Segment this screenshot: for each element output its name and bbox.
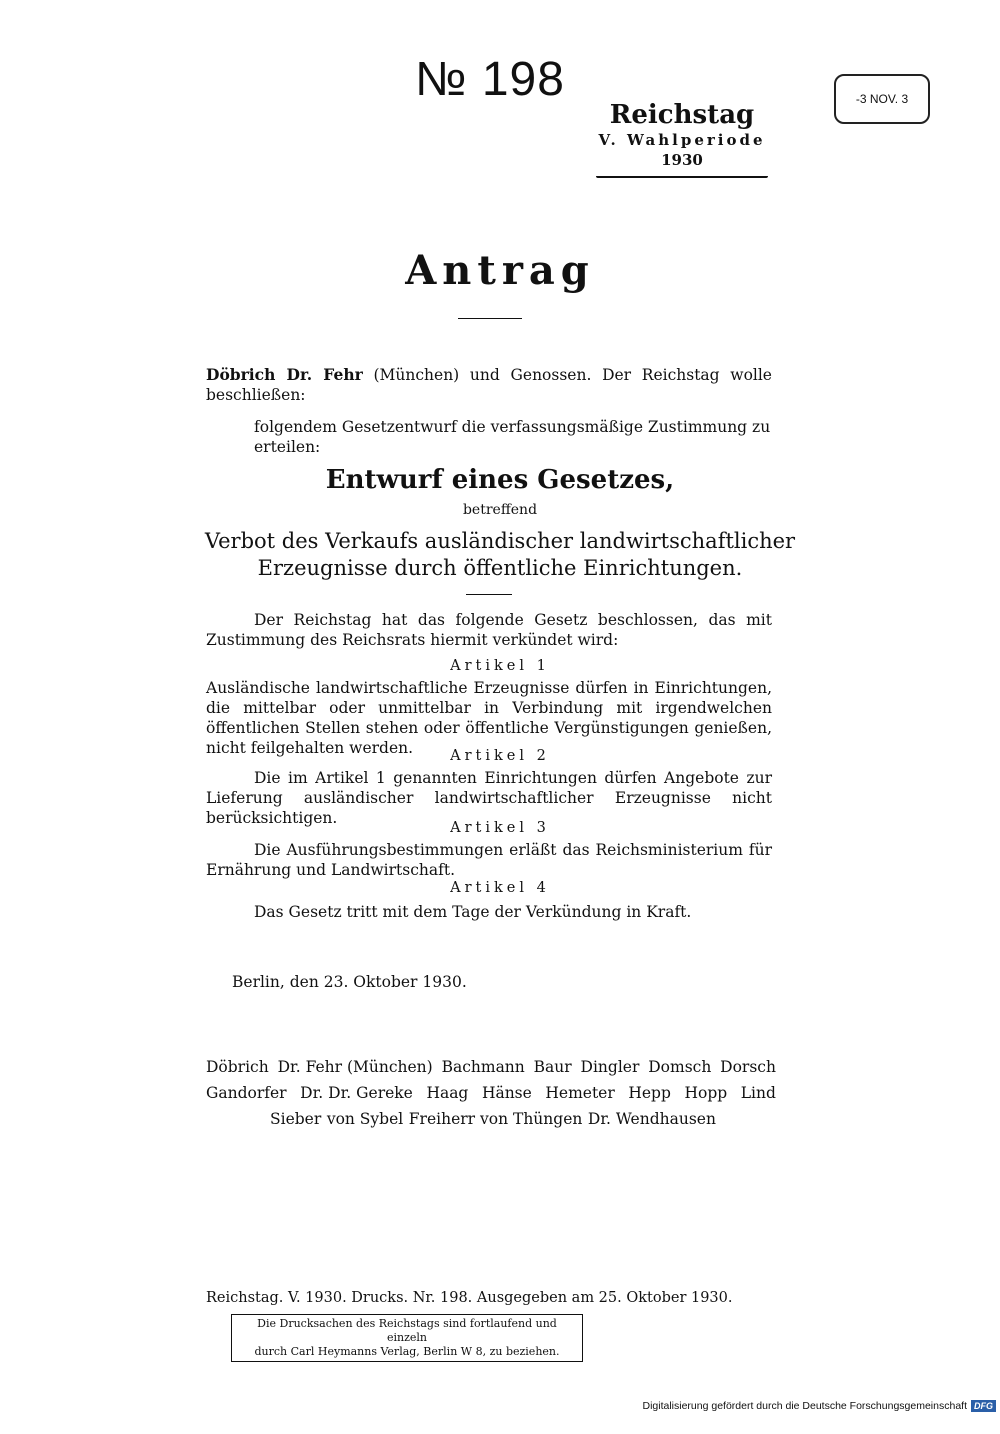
signatory: Bachmann <box>441 1058 525 1076</box>
article-text: Die im Artikel 1 genannten Einrichtungen dürfen Angebote zur Lieferung ausländischer landwirtschaftlicher Erzeugnisse nicht berücksichtigen. <box>206 769 772 827</box>
signatory: Baur <box>533 1058 572 1076</box>
signatory: Hopp <box>684 1084 728 1102</box>
draft-concerning: betreffend <box>462 502 538 518</box>
signatory-line <box>206 1080 776 1106</box>
funding-note: Digitalisierung gefördert durch die Deutsche Forschungsgemeinschaft <box>642 1400 967 1412</box>
article-heading: Artikel 2 <box>450 748 550 764</box>
section-divider <box>466 594 512 595</box>
motion-intro-text: (München) und Genossen. Der Reichstag wolle beschließen: <box>206 366 772 404</box>
publisher-note <box>231 1314 583 1362</box>
article-heading: Artikel 3 <box>450 820 550 836</box>
page-title: Antrag <box>405 247 595 294</box>
motion-intro <box>206 365 772 405</box>
motion-resolution: folgendem Gesetzentwurf die verfassungsmäßige Zustimmung zu erteilen: <box>254 418 771 456</box>
reichstag-header <box>596 100 768 178</box>
signatories <box>206 1054 776 1132</box>
signatory: Döbrich <box>206 1058 269 1076</box>
title-divider <box>458 318 522 319</box>
signatory: Gandorfer <box>206 1084 287 1102</box>
signatory: Sieber <box>270 1110 322 1128</box>
signatory: Dr. Dr. Gereke <box>300 1084 413 1102</box>
draft-subject <box>200 528 800 582</box>
article-heading: Artikel 4 <box>450 880 550 896</box>
stamp-date: -3 NOV. 3 <box>855 92 909 106</box>
article-text: Das Gesetz tritt mit dem Tage der Verkündung in Kraft. <box>254 903 692 921</box>
signatory: Hemeter <box>545 1084 615 1102</box>
article-heading: Artikel 1 <box>450 658 550 674</box>
signatory: von Sybel <box>326 1110 404 1128</box>
reichstag-label: Reichstag <box>609 100 755 130</box>
document-number: № 198 <box>415 53 565 106</box>
signatory: Dorsch <box>720 1058 776 1076</box>
draft-subject-line: Erzeugnisse durch öffentliche Einrichtungen. <box>257 556 743 580</box>
signatory-line <box>206 1054 776 1080</box>
legislative-period: V. Wahlperiode <box>598 131 766 149</box>
signatory-line <box>206 1106 776 1132</box>
signatory: Hänse <box>481 1084 532 1102</box>
publisher-note-line: durch Carl Heymanns Verlag, Berlin W 8, zu beziehen. <box>254 1345 560 1358</box>
signatory: Dr. Wendhausen <box>587 1110 716 1128</box>
article-text: Die Ausführungsbestimmungen erläßt das Reichsministerium für Ernährung und Landwirtschaft. <box>206 841 772 879</box>
print-footer: Reichstag. V. 1930. Drucks. Nr. 198. Ausgegeben am 25. Oktober 1930. <box>206 1290 733 1306</box>
enactment-clause: Der Reichstag hat das folgende Gesetz beschlossen, das mit Zustimmung des Reichsrats hiermit verkündet wird: <box>206 611 772 649</box>
place-and-date: Berlin, den 23. Oktober 1930. <box>232 973 467 991</box>
draft-subject-line: Verbot des Verkaufs ausländischer landwirtschaftlicher <box>204 529 796 553</box>
motion-sponsors: Döbrich Dr. Fehr <box>206 365 363 384</box>
header-rule <box>596 176 768 178</box>
signatory: Freiherr von Thüngen <box>408 1110 583 1128</box>
dfg-logo: DFG <box>971 1400 996 1412</box>
draft-title: Entwurf eines Gesetzes, <box>325 465 675 495</box>
signatory: Dr. Fehr (München) <box>277 1058 433 1076</box>
digitization-credit <box>560 1400 996 1412</box>
signatory: Lind <box>740 1084 776 1102</box>
signatory: Dingler <box>580 1058 640 1076</box>
signatory: Domsch <box>648 1058 712 1076</box>
signatory: Hepp <box>628 1084 671 1102</box>
article-text: Ausländische landwirtschaftliche Erzeugnisse dürfen in Einrichtungen, die mittelbar oder unmittelbar in Verbindung mit irgendwelchen öffentlichen Stellen stehen oder öffentliche Vergünstigungen genießen, nicht feilgehalten werden. <box>206 679 772 757</box>
publisher-note-line: Die Drucksachen des Reichstags sind fortlaufend und einzeln <box>257 1317 557 1344</box>
period-year: 1930 <box>661 151 703 169</box>
receipt-stamp <box>834 74 930 124</box>
signatory: Haag <box>426 1084 469 1102</box>
